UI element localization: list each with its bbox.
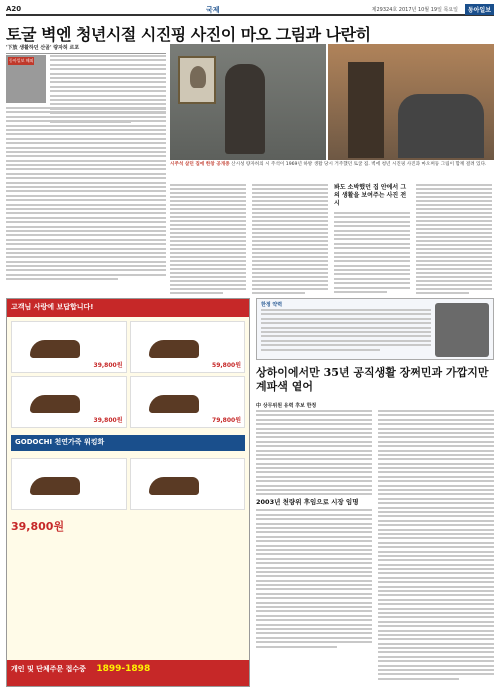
- second-subhead: 2003년 천량위 후임으로 시장 임명: [256, 498, 359, 507]
- second-byline: 中 상무위원 유력 후보 한정: [256, 403, 317, 409]
- shoe-advertisement: [6, 298, 250, 687]
- shoe-price: 59,800원: [212, 362, 241, 369]
- shoe-price: 79,800원: [212, 417, 241, 424]
- section-label: 국제: [206, 6, 220, 14]
- second-column-2: [378, 410, 494, 687]
- cave-exterior-photo: [328, 44, 494, 160]
- page-number: A20: [6, 5, 22, 13]
- order-phone[interactable]: 1899-1898: [96, 664, 151, 674]
- profile-title: 한정 약력: [261, 302, 283, 308]
- shoe-product: [11, 376, 127, 428]
- profile-box: [256, 298, 494, 360]
- shoe-product: [130, 376, 246, 428]
- shoe-product: [130, 321, 246, 373]
- masthead: [6, 4, 494, 16]
- second-article-body: [256, 410, 494, 687]
- caption-text: 산시성 량자허의 시 주석이 1969년 하방 생활 당시 거주했던 토굴 집. 벽에 청년 시진핑 사진과 마오쩌둥 그림이 함께 걸려 있다.: [231, 162, 487, 167]
- shoe-product: [11, 458, 127, 510]
- doorway: [348, 62, 384, 158]
- photo-caption: [170, 162, 494, 168]
- article-body: [170, 184, 492, 294]
- ad-banner: GODOCHI 천연가죽 워킹화: [11, 435, 245, 451]
- second-column-1: [256, 410, 372, 687]
- shoe-product-grid-2: [7, 454, 249, 514]
- article-column-4: [334, 184, 410, 294]
- reporter-photo: [6, 55, 46, 103]
- article-column-1: [6, 107, 166, 280]
- newspaper-brand: 동아일보: [465, 4, 494, 15]
- ad-header: 고객님 사랑에 보답합니다!: [7, 299, 249, 317]
- portrait-frame: [178, 56, 216, 104]
- caption-lead: 시주석 살던 집에 한창 공개중: [170, 162, 230, 167]
- order-label: 개인 및 단체주문 접수중: [11, 665, 86, 673]
- second-headline: 상하이에서만 35년 공직생활 장쩌민과 가깝지만 계파색 옅어: [256, 366, 489, 393]
- person-figure: [225, 64, 265, 154]
- article-column-2: [170, 184, 246, 294]
- edition-info: 제29324호 2017년 10월 19일 목요일: [371, 7, 458, 13]
- shoe-price: 39,800원: [93, 417, 123, 424]
- main-headline: 토굴 벽엔 청년시절 시진핑 사진이 마오 그림과 나란히: [6, 25, 371, 44]
- portrait-photo: [435, 303, 489, 357]
- article-column-5: [416, 184, 492, 294]
- shoe-price: 39,800원: [93, 362, 123, 369]
- shoe-product: [130, 458, 246, 510]
- featured-price: 39,800원: [11, 520, 65, 533]
- profile-details: [261, 309, 431, 351]
- ad-order-bar: [7, 660, 249, 686]
- photo-tag: 동아일보 해외: [9, 58, 34, 63]
- visitors-group: [398, 94, 484, 158]
- shoe-product: [11, 321, 127, 373]
- subheadline: '下放 생활하던 산골' 량자허 르포: [6, 44, 166, 54]
- cave-interior-photo: [170, 44, 326, 160]
- shoe-product-grid: [7, 317, 249, 432]
- article-column-3: [252, 184, 328, 294]
- pull-quote: 봐도 소박했던 집 안에서 그의 생활을 보여주는 사진 전시: [334, 184, 407, 207]
